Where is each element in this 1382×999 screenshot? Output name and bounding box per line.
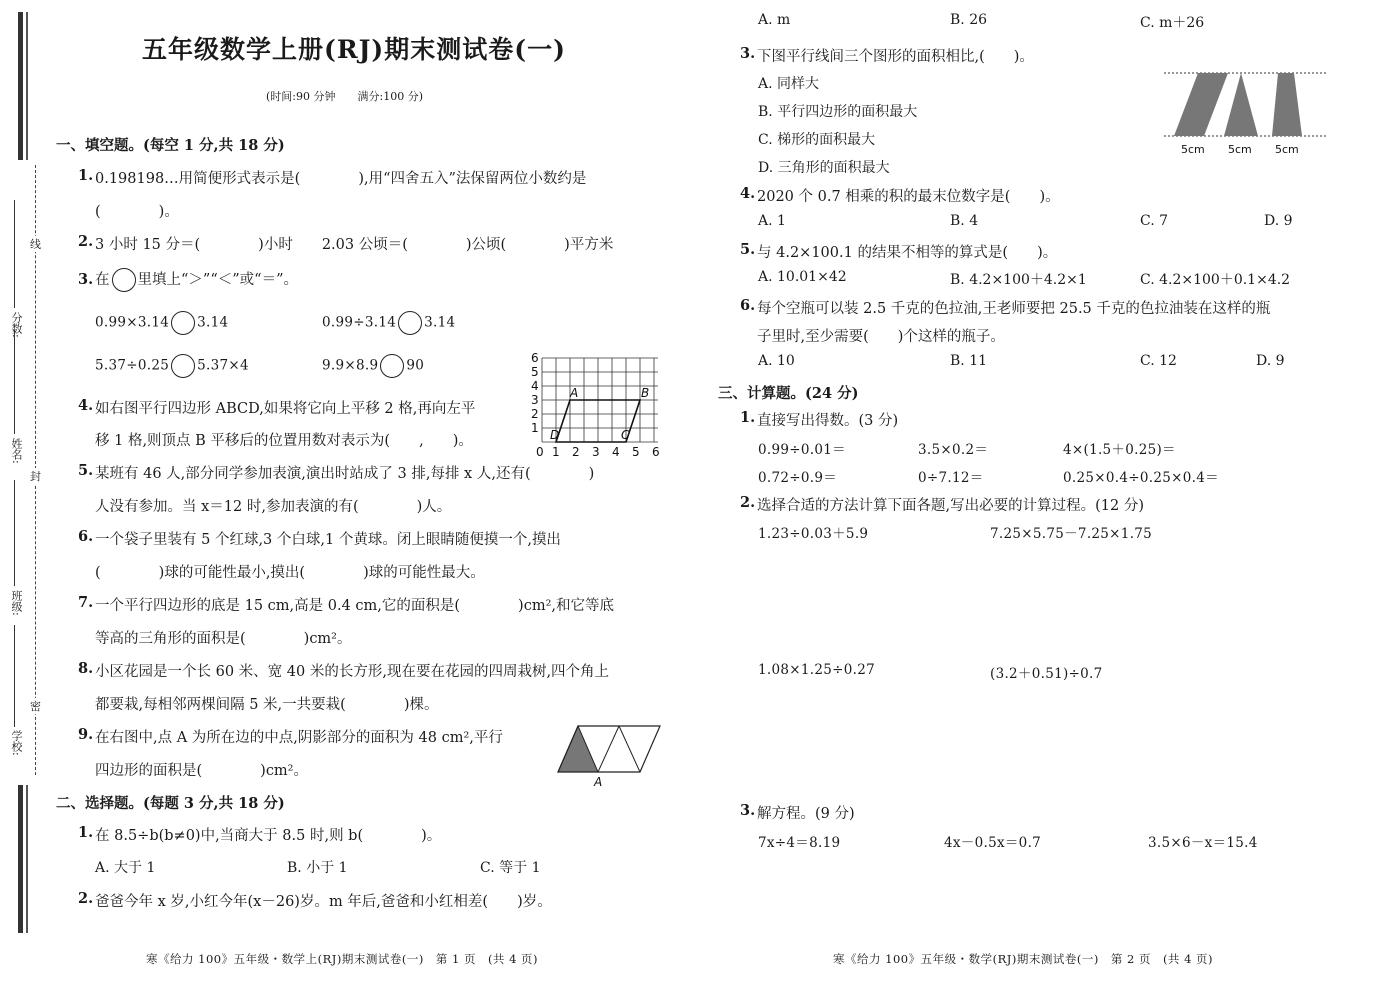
fill-q3-pre: 在 <box>95 272 110 288</box>
choice-q5-option-a[interactable]: A. 10.01×42 <box>758 269 847 285</box>
choice-q1-option-b[interactable]: B. 小于 1 <box>287 860 348 876</box>
trapezoid-shape <box>1272 73 1302 136</box>
choice-q5-text: 与 4.2×100.1 的结果不相等的算式是( )。 <box>757 245 1058 261</box>
choice-q3-option-c[interactable]: C. 梯形的面积最大 <box>758 132 876 148</box>
compare-b-left: 0.99÷3.14 <box>322 314 397 331</box>
fill-q4-line2: 移 1 格,则顶点 B 平移后的位置用数对表示为( , )。 <box>95 433 473 449</box>
choice-q4-option-a[interactable]: A. 1 <box>758 213 786 229</box>
fill-q8-line2: 都要栽,每相邻两棵间隔 5 米,一共要栽( )棵。 <box>95 697 439 713</box>
compare-item-a <box>95 311 228 335</box>
written-calc-item: 7.25×5.75－7.25×1.75 <box>990 526 1153 542</box>
fill-q3-prompt <box>95 268 298 292</box>
fill-q2-text: 3 小时 15 分＝( )小时 2.03 公顷＝( )公顷( )平方米 <box>95 237 614 253</box>
choice-q5-number: 5. <box>740 241 756 258</box>
fill-q9-line1: 在右图中,点 A 为所在边的中点,阴影部分的面积为 48 cm²,平行 <box>95 730 503 746</box>
choice-q6-option-c[interactable]: C. 12 <box>1140 353 1177 369</box>
x-tick: 6 <box>652 445 660 459</box>
calc-c2-text: 选择合适的方法计算下面各题,写出必要的计算过程。(12 分) <box>757 498 1144 514</box>
choice-q2-number: 2. <box>78 890 94 907</box>
y-tick: 1 <box>531 421 539 435</box>
binding-class-label: 班级: <box>10 590 23 616</box>
calc-c3-number: 3. <box>740 802 756 819</box>
fill-q4-number: 4. <box>78 397 94 414</box>
binding-mark-seal: 封 <box>30 470 41 483</box>
choice-q1-option-a[interactable]: A. 大于 1 <box>95 860 156 876</box>
fill-q8-number: 8. <box>78 660 94 677</box>
equation-item: 7x÷4＝8.19 <box>758 835 841 851</box>
y-tick: 4 <box>531 379 539 393</box>
binding-school-line <box>14 625 15 727</box>
fill-q2-number: 2. <box>78 233 94 250</box>
oral-calc-item: 0.25×0.4÷0.25×0.4＝ <box>1063 470 1219 486</box>
written-calc-item: (3.2＋0.51)÷0.7 <box>990 666 1103 682</box>
fill-q7-line1: 一个平行四边形的底是 15 cm,高是 0.4 cm,它的面积是( )cm²,和它等底 <box>95 598 615 614</box>
choice-q6-option-b[interactable]: B. 11 <box>950 353 988 369</box>
x-tick: 1 <box>552 445 560 459</box>
compare-circle-icon[interactable] <box>398 311 422 335</box>
x-tick: 5 <box>632 445 640 459</box>
choice-q3-option-a[interactable]: A. 同样大 <box>758 76 820 92</box>
vertex-label-b: B <box>641 386 650 400</box>
shaded-triangle <box>558 726 598 772</box>
fill-q3-number: 3. <box>78 271 94 288</box>
base-label: 5cm <box>1275 143 1299 156</box>
fill-q5-line1: 某班有 46 人,部分同学参加表演,演出时站成了 3 排,每排 x 人,还有( ) <box>95 466 595 482</box>
compare-circle-icon[interactable] <box>171 311 195 335</box>
choice-q4-number: 4. <box>740 185 756 202</box>
choice-q3-number: 3. <box>740 45 756 62</box>
fill-q9-line2: 四边形的面积是( )cm²。 <box>95 763 308 779</box>
binding-name-label: 姓名: <box>10 438 23 464</box>
equation-item: 4x－0.5x＝0.7 <box>944 835 1042 851</box>
binding-thin-bar-bottom <box>26 785 28 933</box>
choice-q6-line1: 每个空瓶可以装 2.5 千克的色拉油,王老师要把 25.5 千克的色拉油装在这样的瓶 <box>757 301 1271 317</box>
fill-q4-line1: 如右图平行四边形 ABCD,如果将它向上平移 2 格,再向左平 <box>95 401 476 417</box>
midpoint-label-a: A <box>594 775 603 789</box>
compare-circle-icon <box>112 268 136 292</box>
choice-q6-line2: 子里时,至少需要( )个这样的瓶子。 <box>757 329 1005 345</box>
binding-thin-bar-top <box>26 12 28 160</box>
fill-q1-line1: 0.198198…用简便形式表示是( ),用“四舍五入”法保留两位小数约是 <box>95 171 587 187</box>
binding-name-line <box>14 330 15 434</box>
compare-circle-icon[interactable] <box>380 354 404 378</box>
base-label: 5cm <box>1228 143 1252 156</box>
oral-calc-item: 0÷7.12＝ <box>918 470 984 486</box>
binding-score-line <box>14 200 15 308</box>
fill-q1-line2: ( )。 <box>95 204 179 220</box>
section3-heading: 三、计算题。(24 分) <box>718 385 859 402</box>
triangle-shape <box>1224 73 1258 136</box>
compare-item-c <box>95 354 249 378</box>
vertex-label-c: C <box>621 428 630 442</box>
compare-a-left: 0.99×3.14 <box>95 314 170 331</box>
choice-q1-number: 1. <box>78 824 94 841</box>
x-tick: 2 <box>572 445 580 459</box>
shaded-parallelogram-figure <box>556 724 664 790</box>
section2-heading: 二、选择题。(每题 3 分,共 18 分) <box>56 795 285 812</box>
binding-thick-bar-bottom <box>18 785 23 933</box>
fill-q6-line1: 一个袋子里装有 5 个红球,3 个白球,1 个黄球。闭上眼睛随便摸一个,摸出 <box>95 532 561 548</box>
oral-calc-item: 3.5×0.2＝ <box>918 442 989 458</box>
calc-c3-text: 解方程。(9 分) <box>757 806 855 822</box>
binding-mark-line: 线 <box>30 238 41 251</box>
right-page-footer: 寒《给力 100》五年级・数学(RJ)期末测试卷(一) 第 2 页 (共 4 页) <box>833 952 1214 966</box>
choice-q5-option-c[interactable]: C. 4.2×100＋0.1×4.2 <box>1140 272 1291 288</box>
choice-q4-text: 2020 个 0.7 相乘的积的最末位数字是( )。 <box>757 189 1060 205</box>
written-calc-item: 1.23÷0.03＋5.9 <box>758 526 869 542</box>
fill-q6-line2: ( )球的可能性最小,摸出( )球的可能性最大。 <box>95 565 485 581</box>
fill-q7-number: 7. <box>78 594 94 611</box>
fill-q5-number: 5. <box>78 462 94 479</box>
vertex-label-d: D <box>550 428 560 442</box>
y-tick: 2 <box>531 407 539 421</box>
compare-b-right: 3.14 <box>424 314 456 331</box>
x-tick: 3 <box>592 445 600 459</box>
compare-d-right: 90 <box>406 357 425 374</box>
page-title: 五年级数学上册(RJ)期末测试卷(一) <box>142 35 566 64</box>
vertex-label-a: A <box>570 386 579 400</box>
fill-q1-number: 1. <box>78 167 94 184</box>
y-tick: 6 <box>531 352 539 365</box>
choice-q3-option-b[interactable]: B. 平行四边形的面积最大 <box>758 104 918 120</box>
oral-calc-item: 0.99÷0.01＝ <box>758 442 846 458</box>
compare-c-right: 5.37×4 <box>197 357 249 374</box>
choice-q6-option-a[interactable]: A. 10 <box>758 353 795 369</box>
fill-q7-line2: 等高的三角形的面积是( )cm²。 <box>95 631 352 647</box>
choice-q3-text: 下图平行线间三个图形的面积相比,( )。 <box>757 49 1034 65</box>
equation-item: 3.5×6－x＝15.4 <box>1148 835 1258 851</box>
calc-c1-text: 直接写出得数。(3 分) <box>757 413 899 429</box>
binding-thick-bar-top <box>18 12 23 160</box>
fill-q3-post: 里填上“＞”“＜”或“＝”。 <box>137 272 298 288</box>
oral-calc-item: 0.72÷0.9＝ <box>758 470 838 486</box>
compare-item-d <box>322 354 424 378</box>
section1-heading: 一、填空题。(每空 1 分,共 18 分) <box>56 137 285 154</box>
choice-q2-option-b[interactable]: B. 26 <box>950 12 988 28</box>
parallel-shapes-figure <box>1162 66 1328 158</box>
choice-q2-option-c[interactable]: C. m＋26 <box>1140 15 1205 31</box>
base-label: 5cm <box>1181 143 1205 156</box>
choice-q4-option-d[interactable]: D. 9 <box>1264 213 1293 229</box>
choice-q2-option-a[interactable]: A. m <box>758 12 791 28</box>
coordinate-grid-figure <box>528 352 668 462</box>
choice-q6-number: 6. <box>740 297 756 314</box>
oral-calc-item: 4×(1.5＋0.25)＝ <box>1063 442 1176 458</box>
x-tick: 4 <box>612 445 620 459</box>
binding-score-label: 分数: <box>10 312 23 338</box>
y-tick: 3 <box>531 393 539 407</box>
binding-class-line <box>14 480 15 586</box>
compare-d-left: 9.9×8.9 <box>322 357 379 374</box>
compare-circle-icon[interactable] <box>171 354 195 378</box>
compare-a-right: 3.14 <box>197 314 229 331</box>
x-tick: 0 <box>536 445 544 459</box>
exam-time-score: (时间:90 分钟 满分:100 分) <box>266 90 423 103</box>
fill-q9-number: 9. <box>78 726 94 743</box>
calc-c1-number: 1. <box>740 409 756 426</box>
compare-item-b <box>322 311 455 335</box>
compare-c-left: 5.37÷0.25 <box>95 357 170 374</box>
calc-c2-number: 2. <box>740 494 756 511</box>
choice-q5-option-b[interactable]: B. 4.2×100＋4.2×1 <box>950 272 1087 288</box>
binding-school-label: 学校: <box>10 730 23 756</box>
choice-q1-option-c[interactable]: C. 等于 1 <box>480 860 541 876</box>
choice-q3-option-d[interactable]: D. 三角形的面积最大 <box>758 160 890 176</box>
binding-mark-dense: 密 <box>30 700 41 713</box>
left-page-footer: 寒《给力 100》五年级・数学上(RJ)期末测试卷(一) 第 1 页 (共 4 页) <box>146 952 539 966</box>
choice-q1-text: 在 8.5÷b(b≠0)中,当商大于 8.5 时,则 b( )。 <box>95 828 442 844</box>
written-calc-item: 1.08×1.25÷0.27 <box>758 662 875 678</box>
choice-q6-option-d[interactable]: D. 9 <box>1256 353 1285 369</box>
fill-q8-line1: 小区花园是一个长 60 米、宽 40 米的长方形,现在要在花园的四周栽树,四个角上 <box>95 664 610 680</box>
fill-q6-number: 6. <box>78 528 94 545</box>
choice-q2-text: 爸爸今年 x 岁,小红今年(x－26)岁。m 年后,爸爸和小红相差( )岁。 <box>95 894 552 910</box>
choice-q4-option-c[interactable]: C. 7 <box>1140 213 1169 229</box>
choice-q4-option-b[interactable]: B. 4 <box>950 213 979 229</box>
y-tick: 5 <box>531 365 539 379</box>
fill-q5-line2: 人没有参加。当 x＝12 时,参加表演的有( )人。 <box>95 499 452 515</box>
parallelogram-shape <box>1174 73 1228 136</box>
